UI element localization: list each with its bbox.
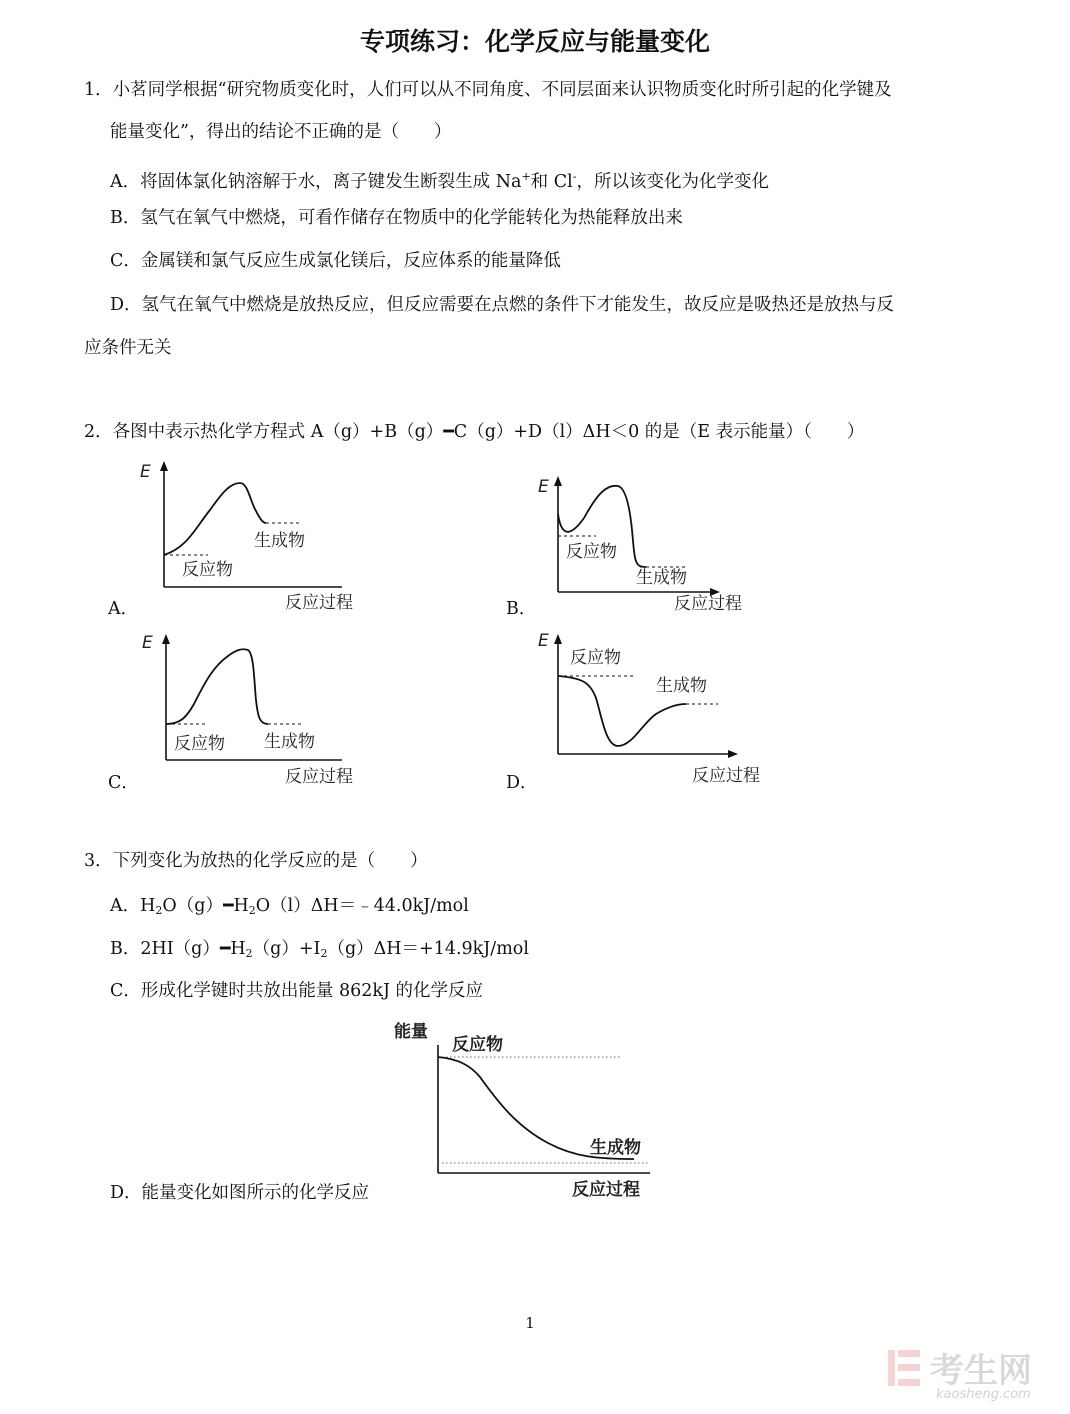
reactant-label: 反应物 <box>174 734 225 754</box>
q2-number: 2． <box>84 422 113 442</box>
axis-y-label: E <box>142 633 153 653</box>
q1-a-text-1: A．将固体氯化钠溶解于水，离子键发生断裂生成 Na <box>110 172 522 192</box>
y-axis-arrow-icon <box>160 461 168 471</box>
energy-curve <box>164 483 266 555</box>
q2-option-c-label: C． <box>108 773 139 793</box>
q1-a-sup-2: - <box>572 170 577 183</box>
axis-y-label: E <box>538 631 549 651</box>
reactant-label: 反应物 <box>566 542 617 562</box>
energy-curve <box>166 649 268 724</box>
q3-b-text-1: B．2HI（g）━H <box>110 939 246 959</box>
product-label: 生成物 <box>636 568 687 588</box>
q3-stem <box>84 850 428 872</box>
product-label: 生成物 <box>590 1138 641 1158</box>
q2-figure-b <box>526 470 766 620</box>
q2-figure-a <box>130 455 370 615</box>
q3-stem-text: 下列变化为放热的化学反应的是（ ） <box>112 851 428 871</box>
x-axis-arrow-icon <box>728 750 738 758</box>
axis-y-label: 能量 <box>394 1022 428 1042</box>
q1-stem-line2: 能量变化”，得出的结论不正确的是（ ） <box>110 122 452 142</box>
q3-a-sub-1: 2 <box>155 904 163 917</box>
q3-b-text-3: （g）ΔH＝+14.9kJ/mol <box>327 939 529 959</box>
axis-x-label: 反应过程 <box>285 767 353 787</box>
q3-option-b <box>110 938 529 965</box>
product-label: 生成物 <box>264 732 315 752</box>
watermark-logo-mark <box>898 1350 920 1357</box>
q2-option-d-label: D． <box>506 773 538 793</box>
product-label: 生成物 <box>656 676 707 696</box>
q1-option-a <box>110 166 769 193</box>
q2-option-a-label: A． <box>108 599 139 619</box>
q1-option-d-line2: 应条件无关 <box>84 338 172 358</box>
axis-x-label: 反应过程 <box>692 766 760 786</box>
watermark-text: 考生网 <box>930 1351 1032 1391</box>
watermark-logo-mark <box>898 1379 920 1386</box>
q1-option-d-line1: D．氢气在氧气中燃烧是放热反应，但反应需要在点燃的条件下才能发生，故反应是吸热还是放热与反 <box>110 295 895 315</box>
q1-number: 1． <box>84 80 113 100</box>
watermark-url: kaosheng.com <box>936 1387 1031 1402</box>
y-axis-arrow-icon <box>162 634 170 644</box>
q1-a-text-2: 和 Cl <box>530 172 573 192</box>
axis-x-label: 反应过程 <box>572 1180 640 1200</box>
reactant-label: 反应物 <box>570 648 621 668</box>
q3-number: 3． <box>84 851 113 871</box>
product-label: 生成物 <box>254 531 305 551</box>
q3-option-a <box>110 895 469 922</box>
axis-x-label: 反应过程 <box>285 593 353 613</box>
q3-a-text-2: O（g）━H <box>162 896 249 916</box>
q1-stem-text: 小茗同学根据“研究物质变化时，人们可以从不同角度、不同层面来认识物质变化时所引起的化学键及 <box>112 80 892 100</box>
q3-a-text-1: A．H <box>110 896 156 916</box>
q1-option-b: B．氢气在氧气中燃烧，可看作储存在物质中的化学能转化为热能释放出来 <box>110 208 683 228</box>
q3-b-sub-1: 2 <box>245 947 253 960</box>
q3-option-d: D．能量变化如图所示的化学反应 <box>110 1183 370 1203</box>
q3-a-sub-2: 2 <box>248 904 256 917</box>
y-axis-arrow-icon <box>554 634 562 644</box>
q3-a-text-3: O（l）ΔH＝﹣44.0kJ/mol <box>255 896 469 916</box>
q1-a-sup-1: + <box>521 170 531 183</box>
q2-option-b-label: B． <box>506 599 537 619</box>
page-title: 专项练习：化学反应与能量变化 <box>359 27 710 56</box>
q2-stem-text: 各图中表示热化学方程式 A（g）+B（g）━C（g）+D（l）ΔH＜0 的是（E 表示能量）（ ） <box>112 422 865 442</box>
q3-option-c: C．形成化学键时共放出能量 862kJ 的化学反应 <box>110 981 484 1001</box>
q1-option-c: C．金属镁和氯气反应生成氯化镁后，反应体系的能量降低 <box>110 251 561 271</box>
watermark-logo-bar <box>888 1350 895 1386</box>
axis-y-label: E <box>538 477 549 497</box>
q1-a-text-3: ，所以该变化为化学变化 <box>576 172 769 192</box>
q3-b-sub-2: 2 <box>320 947 328 960</box>
q2-stem <box>84 421 864 443</box>
watermark-logo <box>888 1344 1058 1404</box>
page-number: 1 <box>525 1314 535 1332</box>
q3-b-text-2: （g）+I <box>252 939 321 959</box>
axis-y-label: E <box>140 462 151 482</box>
q2-figure-c <box>130 628 370 788</box>
q1-stem-line1 <box>84 79 892 101</box>
axis-x-label: 反应过程 <box>674 594 742 614</box>
y-axis-arrow-icon <box>554 476 562 486</box>
reactant-label: 反应物 <box>452 1035 503 1055</box>
q2-figure-d <box>526 628 786 788</box>
q3-figure <box>388 1015 678 1205</box>
reactant-label: 反应物 <box>182 560 233 580</box>
watermark-logo-mark <box>898 1364 920 1371</box>
